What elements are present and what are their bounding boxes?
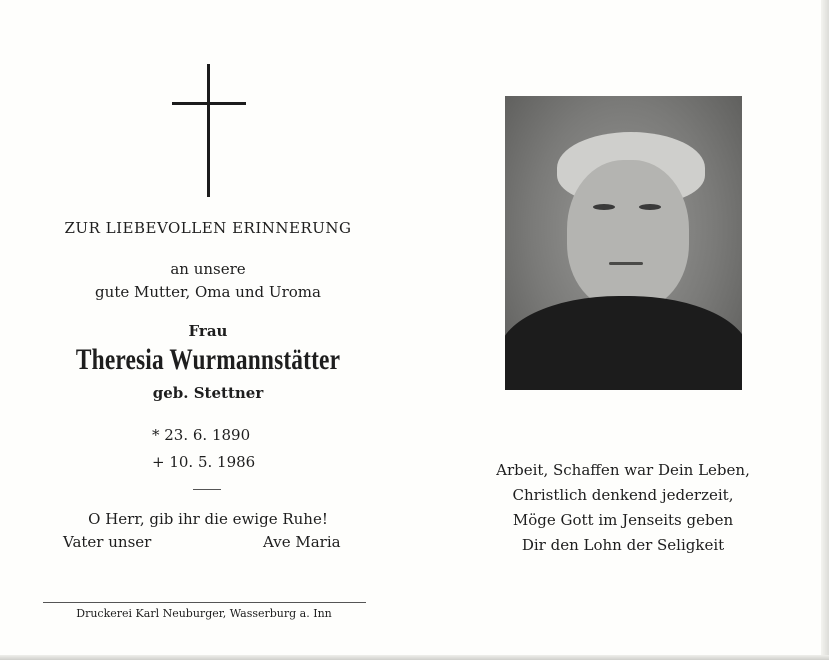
death-date: + 10. 5. 1986 <box>152 453 256 471</box>
intro-line-1: an unsere <box>170 260 246 278</box>
prayer-line: O Herr, gib ihr die ewige Ruhe! <box>88 510 328 528</box>
birth-date: * 23. 6. 1890 <box>152 426 251 444</box>
printer-credit: Druckerei Karl Neuburger, Wasserburg a. Inn <box>76 607 332 620</box>
card-edge-right <box>821 0 829 660</box>
cross-icon <box>207 64 210 197</box>
poem-line-3: Möge Gott im Jenseits geben <box>512 511 734 529</box>
deceased-name: Theresia Wurmannstätter <box>75 343 341 376</box>
salutation: Frau <box>188 322 228 340</box>
prayer-vater-unser: Vater unser <box>63 533 152 551</box>
portrait-photo <box>505 96 742 390</box>
poem-line-1: Arbeit, Schaffen war Dein Leben, <box>496 461 750 479</box>
prayer-ave-maria: Ave Maria <box>263 533 341 551</box>
card-edge-bottom <box>0 655 829 660</box>
intro-line-2: gute Mutter, Oma und Uroma <box>95 283 321 301</box>
footer-rule <box>43 602 366 603</box>
poem-line-2: Christlich denkend jederzeit, <box>512 486 734 504</box>
maiden-name: geb. Stettner <box>152 384 264 402</box>
cross-icon-crossbar <box>172 102 246 105</box>
separator-dash <box>193 489 221 490</box>
poem-line-4: Dir den Lohn der Seligkeit <box>521 536 725 554</box>
card-heading: ZUR LIEBEVOLLEN ERINNERUNG <box>64 219 352 237</box>
